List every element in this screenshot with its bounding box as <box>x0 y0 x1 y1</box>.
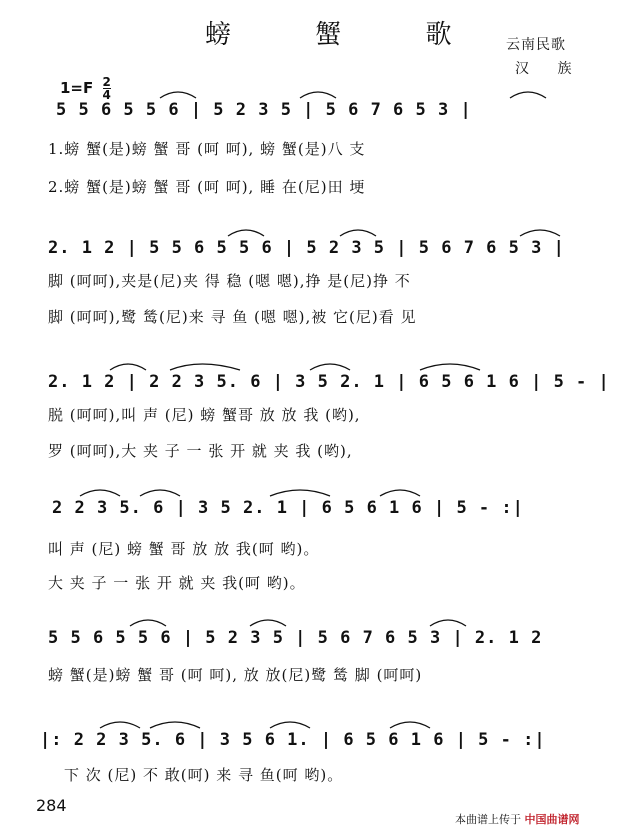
slur <box>520 230 560 236</box>
system-1-lyric-1: 1.螃 蟹(是)螃 蟹 哥 (呵 呵), 螃 蟹(是)八 支 <box>48 140 366 158</box>
system-4-lyric-2: 大 夹 子 一 张 开 就 夹 我(呵 哟)。 <box>48 574 306 592</box>
system-6-notes: |: 2 2 3 5. 6 | 3 5 6 1. | 6 5 6 1 6 | 5 - :| <box>40 730 546 750</box>
time-denominator: 4 <box>102 88 111 102</box>
system-3-notes: 2. 1 2 | 2 2 3 5. 6 | 3 5 2. 1 | 6 5 6 1 6 | 5 - | <box>48 372 610 392</box>
slur <box>228 230 264 236</box>
system-5-lyric-1: 螃 蟹(是)螃 蟹 哥 (呵 呵), 放 放(尼)鹭 鸶 脚 (呵呵) <box>48 666 423 684</box>
song-origin: 云南民歌 <box>506 37 566 53</box>
time-numerator: 2 <box>102 75 111 89</box>
system-5-notes: 5 5 6 5 5 6 | 5 2 3 5 | 5 6 7 6 5 3 | 2. 1 2 <box>48 628 543 648</box>
slur <box>510 92 546 98</box>
slur <box>270 722 310 728</box>
slur <box>430 620 466 626</box>
slur <box>270 490 330 496</box>
slur <box>250 620 286 626</box>
system-3-lyric-1: 脱 (呵呵),叫 声 (尼) 螃 蟹哥 放 放 我 (哟), <box>48 406 361 424</box>
slur <box>150 722 200 728</box>
slur <box>80 490 120 496</box>
slur <box>170 364 240 370</box>
system-4-lyric-1: 叫 声 (尼) 螃 蟹 哥 放 放 我(呵 哟)。 <box>48 540 320 558</box>
slur <box>340 230 376 236</box>
slur <box>420 364 480 370</box>
system-2-lyric-1: 脚 (呵呵),夹是(尼)夹 得 稳 (嗯 嗯),挣 是(尼)挣 不 <box>48 272 411 290</box>
system-1-notes: 5 5 6 5 5 6 | 5 2 3 5 | 5 6 7 6 5 3 | <box>56 100 472 120</box>
system-4-notes: 2 2 3 5. 6 | 3 5 2. 1 | 6 5 6 1 6 | 5 - :| <box>52 498 524 518</box>
slur <box>100 722 140 728</box>
page-number: 284 <box>36 796 67 815</box>
system-2-lyric-2: 脚 (呵呵),鹭 鸶(尼)来 寻 鱼 (嗯 嗯),被 它(尼)看 见 <box>48 308 417 326</box>
slur <box>140 490 180 496</box>
system-1-lyric-2: 2.螃 蟹(是)螃 蟹 哥 (呵 呵), 睡 在(尼)田 埂 <box>48 178 366 196</box>
slur <box>110 364 146 370</box>
ethnic-group: 汉 族 <box>515 61 584 77</box>
footer-text: 本曲谱上传于 <box>455 813 521 826</box>
system-2-notes: 2. 1 2 | 5 5 6 5 5 6 | 5 2 3 5 | 5 6 7 6 5 3 | <box>48 238 565 258</box>
footer-site-logo[interactable]: 中国曲谱网 <box>524 813 580 826</box>
slur <box>310 364 350 370</box>
slur <box>380 490 420 496</box>
system-6-lyric-1: 下 次 (尼) 不 敢(呵) 来 寻 鱼(呵 哟)。 <box>64 766 344 784</box>
slur <box>160 92 196 98</box>
slur <box>130 620 166 626</box>
footer-credit <box>455 811 580 827</box>
key-label: 1=F <box>60 79 94 97</box>
system-3-lyric-2: 罗 (呵呵),大 夹 子 一 张 开 就 夹 我 (哟), <box>48 442 353 460</box>
slur <box>390 722 430 728</box>
slur <box>300 92 336 98</box>
song-title: 螃 蟹 歌 <box>205 20 490 50</box>
